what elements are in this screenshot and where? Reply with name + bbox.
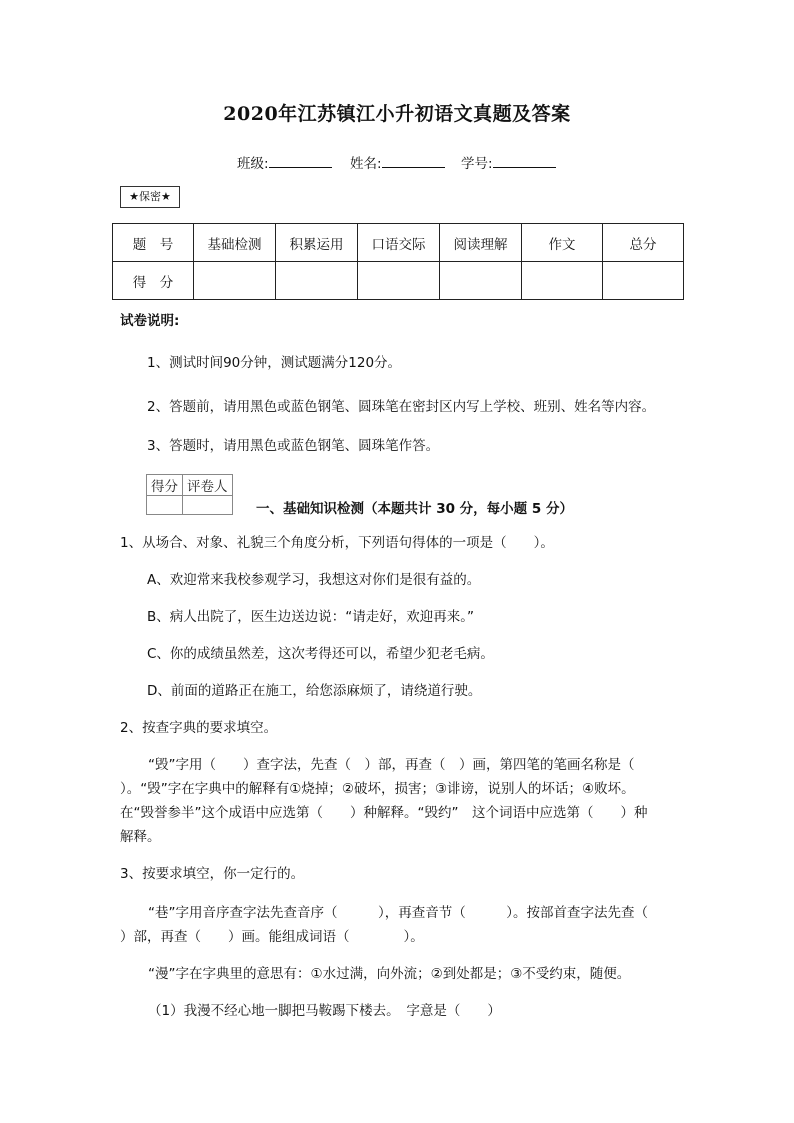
student-id-blank[interactable] bbox=[493, 155, 556, 168]
q1-option-a: A、欢迎常来我校参观学习，我想这对你们是很有益的。 bbox=[147, 572, 481, 588]
student-id-field[interactable] bbox=[461, 152, 556, 172]
q3-line: ）部，再查（ ）画。能组成词语（ ）。 bbox=[120, 929, 424, 945]
q3-meaning: “漫”字在字典里的意思有：①水过满，向外流；②到处都是；③不受约束，随便。 bbox=[148, 966, 631, 982]
score-row-label: 得 分 bbox=[113, 262, 194, 300]
score-cell[interactable] bbox=[522, 262, 603, 300]
question-1-stem: 1、从场合、对象、礼貌三个角度分析，下列语句得体的一项是（ ）。 bbox=[120, 535, 554, 551]
q2-line: ）。“毁”字在字典中的解释有①烧掉；②破坏，损害；③诽谤，说别人的坏话；④败坏。 bbox=[120, 781, 635, 797]
header-basic-test: 基础检测 bbox=[194, 224, 276, 262]
score-cell[interactable] bbox=[603, 262, 684, 300]
q2-line: 在“毁誉参半”这个成语中应选第（ ）种解释。“毁约” 这个词语中应选第（ ）种 bbox=[120, 805, 648, 821]
q3-sub-question: （1）我漫不经心地一脚把马鞍踢下楼去。 字意是（ ） bbox=[148, 1003, 501, 1019]
score-cell[interactable] bbox=[440, 262, 522, 300]
q1-option-d: D、前面的道路正在施工，给您添麻烦了，请绕道行驶。 bbox=[147, 683, 482, 699]
grader-score-cell[interactable] bbox=[147, 496, 183, 515]
question-2-stem: 2、按查字典的要求填空。 bbox=[120, 720, 278, 736]
grader-score-label: 得分 bbox=[147, 475, 183, 496]
q1-option-c: C、你的成绩虽然差，这次考得还可以，希望少犯老毛病。 bbox=[147, 646, 494, 662]
q2-line: 解释。 bbox=[120, 829, 161, 845]
secret-tag: ★保密★ bbox=[120, 186, 180, 208]
name-blank[interactable] bbox=[382, 155, 445, 168]
instruction-item: 2、答题前，请用黑色或蓝色钢笔、圆珠笔在密封区内写上学校、班别、姓名等内容。 bbox=[147, 399, 656, 415]
q3-line: “巷”字用音序查字法先查音序（ ），再查音节（ ）。按部首查字法先查（ bbox=[148, 905, 648, 921]
name-field[interactable] bbox=[350, 152, 445, 172]
class-label: 班级: bbox=[237, 156, 269, 172]
question-3-stem: 3、按要求填空，你一定行的。 bbox=[120, 866, 305, 882]
class-blank[interactable] bbox=[269, 155, 332, 168]
score-cell[interactable] bbox=[358, 262, 440, 300]
q1-option-b: B、病人出院了，医生边送边说：“请走好，欢迎再来。” bbox=[147, 609, 474, 625]
class-field[interactable] bbox=[237, 152, 332, 172]
score-cell[interactable] bbox=[276, 262, 358, 300]
q2-line: “毁”字用（ ）查字法，先查（ ）部，再查（ ）画，第四笔的笔画名称是（ bbox=[148, 757, 635, 773]
score-cell[interactable] bbox=[194, 262, 276, 300]
grader-box bbox=[146, 474, 233, 515]
header-composition: 作文 bbox=[522, 224, 603, 262]
instruction-item: 3、答题时，请用黑色或蓝色钢笔、圆珠笔作答。 bbox=[147, 438, 440, 454]
name-label: 姓名: bbox=[350, 156, 382, 172]
score-table bbox=[112, 223, 684, 300]
grader-name-label: 评卷人 bbox=[183, 475, 233, 496]
score-table-header-row bbox=[113, 224, 684, 262]
score-table-score-row bbox=[113, 262, 684, 300]
header-question-no: 题 号 bbox=[113, 224, 194, 262]
header-total: 总分 bbox=[603, 224, 684, 262]
grader-name-cell[interactable] bbox=[183, 496, 233, 515]
header-reading: 阅读理解 bbox=[440, 224, 522, 262]
student-id-label: 学号: bbox=[461, 156, 493, 172]
section-heading: 一、基础知识检测（本题共计 30 分，每小题 5 分） bbox=[256, 501, 573, 517]
instruction-item: 1、测试时间90分钟，测试题满分120分。 bbox=[147, 355, 402, 371]
header-accumulation: 积累运用 bbox=[276, 224, 358, 262]
page-title: 2020年江苏镇江小升初语文真题及答案 bbox=[223, 103, 571, 125]
header-oral: 口语交际 bbox=[358, 224, 440, 262]
instructions-heading: 试卷说明: bbox=[120, 313, 180, 329]
